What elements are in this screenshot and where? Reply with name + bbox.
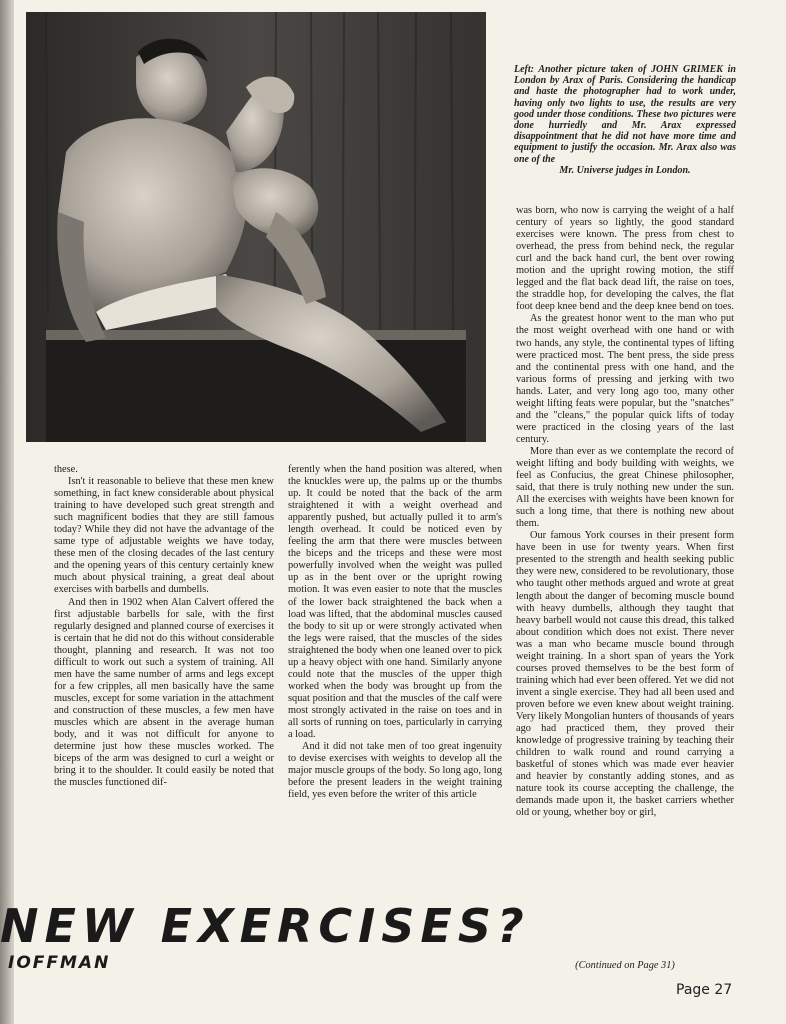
article-column-2 [288, 464, 502, 801]
article-column-3 [516, 205, 734, 819]
bodybuilder-photo [26, 12, 486, 442]
paragraph: ferently when the hand position was altered, when the knuckles were up, the palms up or the thumbs up. It could be noted that the back of the arm straightened it with a weight overhead and apparently pushed, but actually pulled it to arm's length overhead. It could be noticed even by feeling the arm that there were muscles between the biceps and the triceps and these were most powerfully involved when the weight was pulled up as in the bent over or the upright rowing motion. It was even easier to note that the muscles of the lower back straightened the back when a load was lifted, that the abdominal muscles caused the body to sit up or were strongly activated when the legs were raised, that the muscles of the sides straightened the body when one leaned over to pick up a heavy object with one hand. Similarly anyone could note that the muscles of the upper thigh worked when the body was brought up from the squat position and that the muscles of the calf were most strongly activated in the raise on toes and in all sorts of running on toes, particularly in carrying a load. [288, 464, 502, 741]
article-headline: NEW EXERCISES? [0, 899, 530, 953]
paragraph: And it did not take men of too great ingenuity to devise exercises with weights to develop all the major muscle groups of the body. So long ago, long before the present leaders in the weight training field, yes even before the writer of this article [288, 741, 502, 801]
paragraph: Our famous York courses in their present form have been in use for twenty years. When first presented to the strength and health seeking public they were new, considered to be revolutionary, those who taught other methods argued and wrote at great length about the danger of becoming muscle bound with heavy dumbells, although they taught that heavy barbell would not cause this dread, this talked about condition which does not exist. There never was a man who became muscle bound through weight training. In a short span of years the York courses proved themselves to be the best form of training which had ever been offered. Yet we did not invent a single exercise. They had all been used and proven before we even knew about weight training. Very likely Mongolian hunters of thousands of years ago had practiced them, they proved their knowledge of progressive training by teaching their children to walk round and round carrying a basketful of stones which was made ever heavier and heavier by constantly adding stones, and as nature took its course accepting the challenge, the demands made upon it, the basket carriers whether old or young, whether boy or girl, [516, 530, 734, 819]
article-byline: IOFFMAN [8, 953, 111, 973]
page-spine-shadow [0, 0, 14, 1024]
paragraph: And then in 1902 when Alan Calvert offered the first adjustable barbells for sale, with the first regularly designed and planned course of exercises it is certain that he did not do this without considerable thought, planning and research. It was not too difficult to work out such a system of training. All men have the same number of arms and legs except for a few cripples, all men basically have the same muscles, except for some variation in the attachment and construction of these muscles, a few men have muscles which are absent in the average human body, and it was not difficult for anyone to determine just how these muscles worked. The biceps of the arm was designed to curl a weight or bring it to the shoulder. It could easily be noted that the muscles functioned dif- [54, 596, 274, 789]
paragraph: Isn't it reasonable to believe that these men knew something, in fact knew considerable about physical training to have developed such great strength and such magnificent bodies that they are still famous today? While they did not have the advantage of the same type of adjustable weights we have today, these men of the closing decades of the last century and the opening years of this century certainly knew much about physical training, a great deal about exercises with barbells and dumbells. [54, 476, 274, 596]
continued-note: (Continued on Page 31) [575, 960, 675, 971]
paragraph: these. [54, 464, 78, 475]
photo-illustration [26, 12, 486, 442]
paragraph: As the greatest honor went to the man who put the most weight overhead with one hand or with two hands, any style, the continental types of lifting were practiced most. The bent press, the side press and the continental press with one hand, and the various forms of pressing and jerking with two hands. Later, and very long ago too, many other weight lifting feats were popular, but the "snatches" and the "cleans," the popular quick lifts of today were practiced in the closing years of the last century. [516, 313, 734, 445]
caption-last-line: Mr. Universe judges in London. [559, 164, 691, 176]
photo-caption [514, 64, 736, 176]
article-column-1 [54, 464, 274, 789]
paragraph: More than ever as we contemplate the record of weight lifting and body building with weights, we feel as Confucius, the great Chinese philosopher, said, that there is truly nothing new under the sun. All the exercises with weights have been known for such a long time, that there is nothing new about them. [516, 445, 734, 530]
paragraph: was born, who now is carrying the weight of a half century of years so lightly, the good standard exercises were known. The press from chest to overhead, the press from behind neck, the regular curl and the back hand curl, the bent over rowing motion and the upright rowing motion, the stiff legged and the flat back dead lift, the raise on toes, the straddle hop, for developing the calves, the flat foot deep knee bend and the deep knee bend on toes. [516, 205, 735, 313]
page-number: Page 27 [676, 982, 733, 998]
caption-text: Left: Another picture taken of JOHN GRIMEK in London by Arax of Paris. Considering the handicap and haste the photographer had to work under, having only two lights to use, the results are very good under those conditions. These two pictures were done hurriedly and Mr. Arax expressed disappointment that he did not have more time and equipment to justify the occasion. Mr. Arax also was one of the [514, 64, 736, 165]
